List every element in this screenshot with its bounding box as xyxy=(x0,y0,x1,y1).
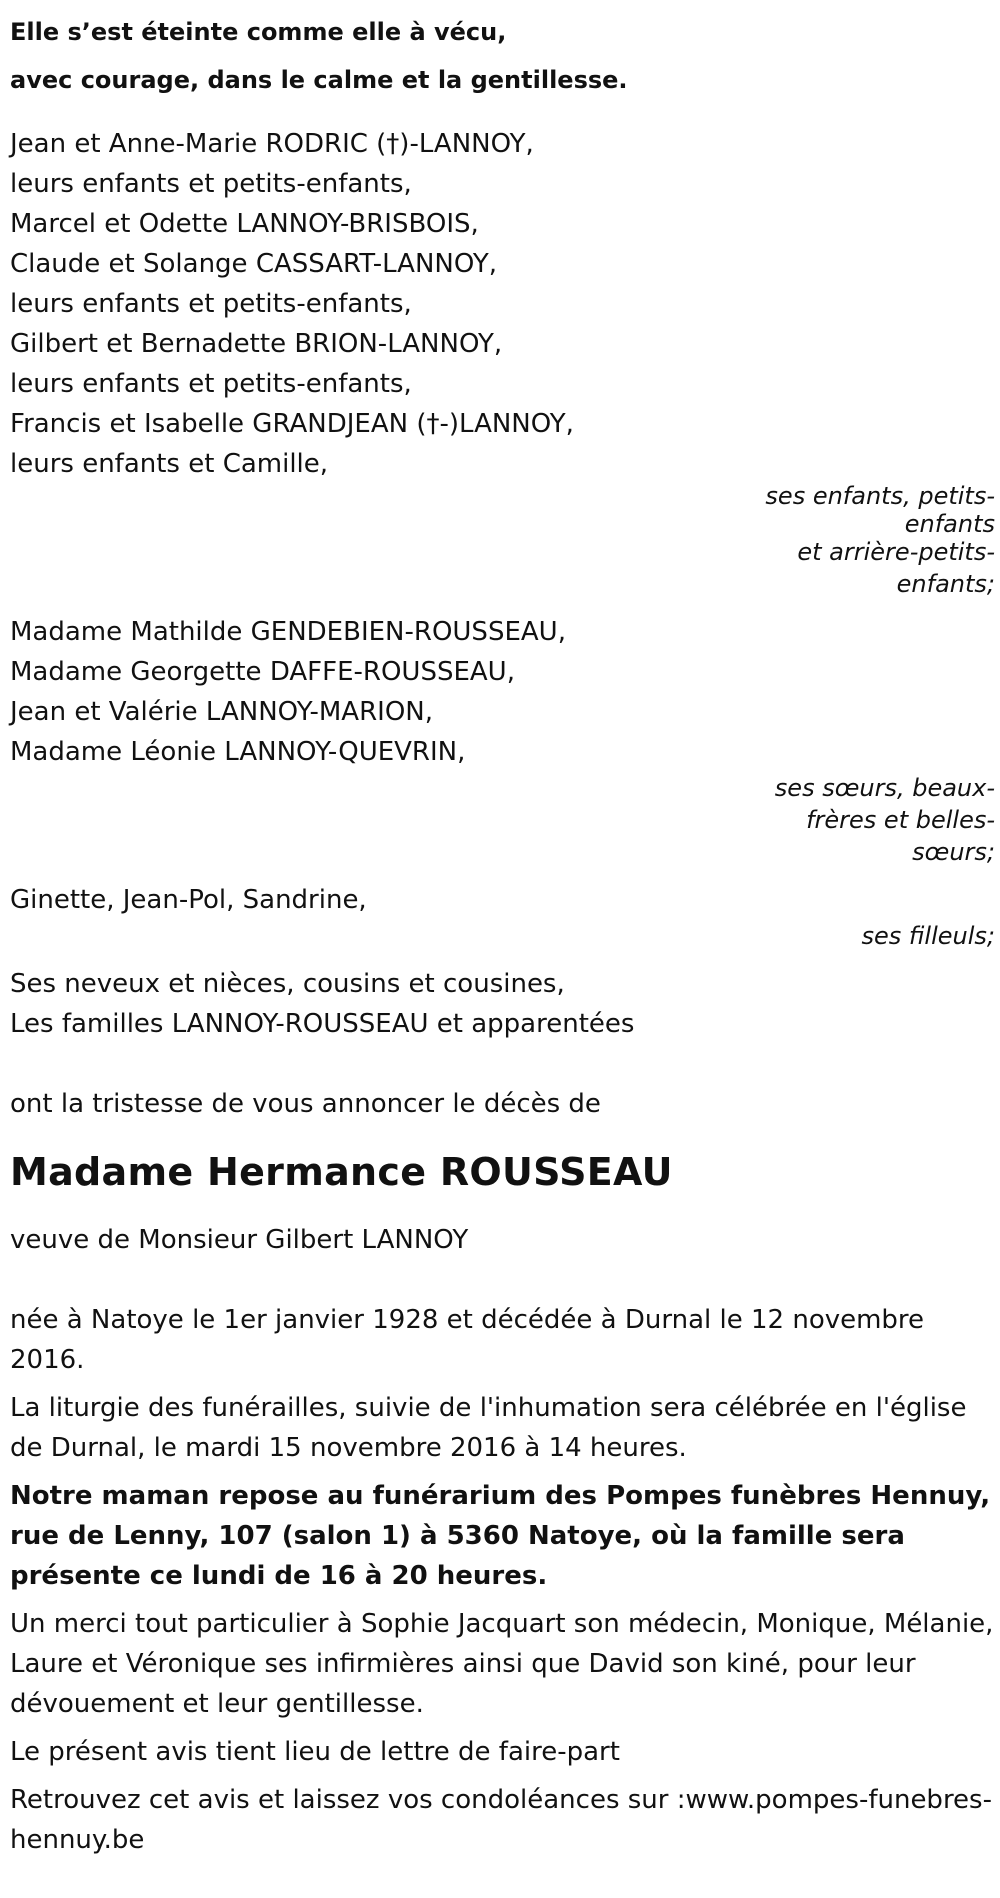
notice-paragraph: Le présent avis tient lieu de lettre de faire-part xyxy=(10,1737,620,1767)
relation-godchildren: ses filleuls; xyxy=(861,922,995,950)
obituary-notice xyxy=(10,8,995,1860)
children-group xyxy=(10,124,995,600)
deceased-name: Madame Hermance ROUSSEAU xyxy=(10,1150,673,1194)
family-line: Les familles LANNOY-ROUSSEAU et apparentées xyxy=(10,1009,635,1039)
family-line: Jean et Valérie LANNOY-MARION, xyxy=(10,697,434,727)
family-line: Francis et Isabelle GRANDJEAN (†-)LANNOY, xyxy=(10,409,574,439)
announcement-text: ont la tristesse de vous annoncer le décès de xyxy=(10,1089,601,1119)
family-line: Ses neveux et nièces, cousins et cousines, xyxy=(10,969,565,999)
thanks-paragraph: Un merci tout particulier à Sophie Jacquart son médecin, Monique, Mélanie, Laure et Véronique ses infirmières ainsi que David son kiné, pour leur dévouement et leur gentillesse. xyxy=(10,1609,994,1719)
family-line: Marcel et Odette LANNOY-BRISBOIS, xyxy=(10,209,479,239)
family-line: Madame Mathilde GENDEBIEN-ROUSSEAU, xyxy=(10,617,566,647)
relation-siblings: ses sœurs, beaux- frères et belles- sœurs; xyxy=(774,774,995,866)
family-line: leurs enfants et Camille, xyxy=(10,449,329,479)
family-line: Jean et Anne-Marie RODRIC (†)-LANNOY, xyxy=(10,129,534,159)
funerarium-paragraph: Notre maman repose au funérarium des Pompes funèbres Hennuy, rue de Lenny, 107 (salon 1) à 5360 Natoye, où la famille sera présente ce lundi de 16 à 20 heures. xyxy=(10,1481,991,1591)
family-line: leurs enfants et petits-enfants, xyxy=(10,169,412,199)
godchildren-group xyxy=(10,880,995,952)
birth-death-paragraph: née à Natoye le 1er janvier 1928 et décédée à Durnal le 12 novembre 2016. xyxy=(10,1305,925,1375)
other-family-group xyxy=(10,964,995,1044)
family-line: Madame Léonie LANNOY-QUEVRIN, xyxy=(10,737,466,767)
family-line: Madame Georgette DAFFE-ROUSSEAU, xyxy=(10,657,515,687)
family-line: Claude et Solange CASSART-LANNOY, xyxy=(10,249,498,279)
liturgy-paragraph: La liturgie des funérailles, suivie de l'inhumation sera célébrée en l'église de Durnal, le mardi 15 novembre 2016 à 14 heures. xyxy=(10,1393,967,1463)
intro-line-1: Elle s’est éteinte comme elle à vécu, xyxy=(10,18,507,46)
online-condolences-paragraph: Retrouvez cet avis et laissez vos condoléances sur :www.pompes-funebres-hennuy.be xyxy=(10,1785,992,1855)
family-line: Ginette, Jean-Pol, Sandrine, xyxy=(10,885,367,915)
family-line: Gilbert et Bernadette BRION-LANNOY, xyxy=(10,329,503,359)
intro-line-2: avec courage, dans le calme et la gentillesse. xyxy=(10,66,628,94)
family-line: leurs enfants et petits-enfants, xyxy=(10,369,412,399)
family-line: leurs enfants et petits-enfants, xyxy=(10,289,412,319)
widow-of: veuve de Monsieur Gilbert LANNOY xyxy=(10,1225,469,1255)
siblings-group xyxy=(10,612,995,868)
relation-children: ses enfants, petits- enfants et arrière-petits- enfants; xyxy=(765,482,995,598)
